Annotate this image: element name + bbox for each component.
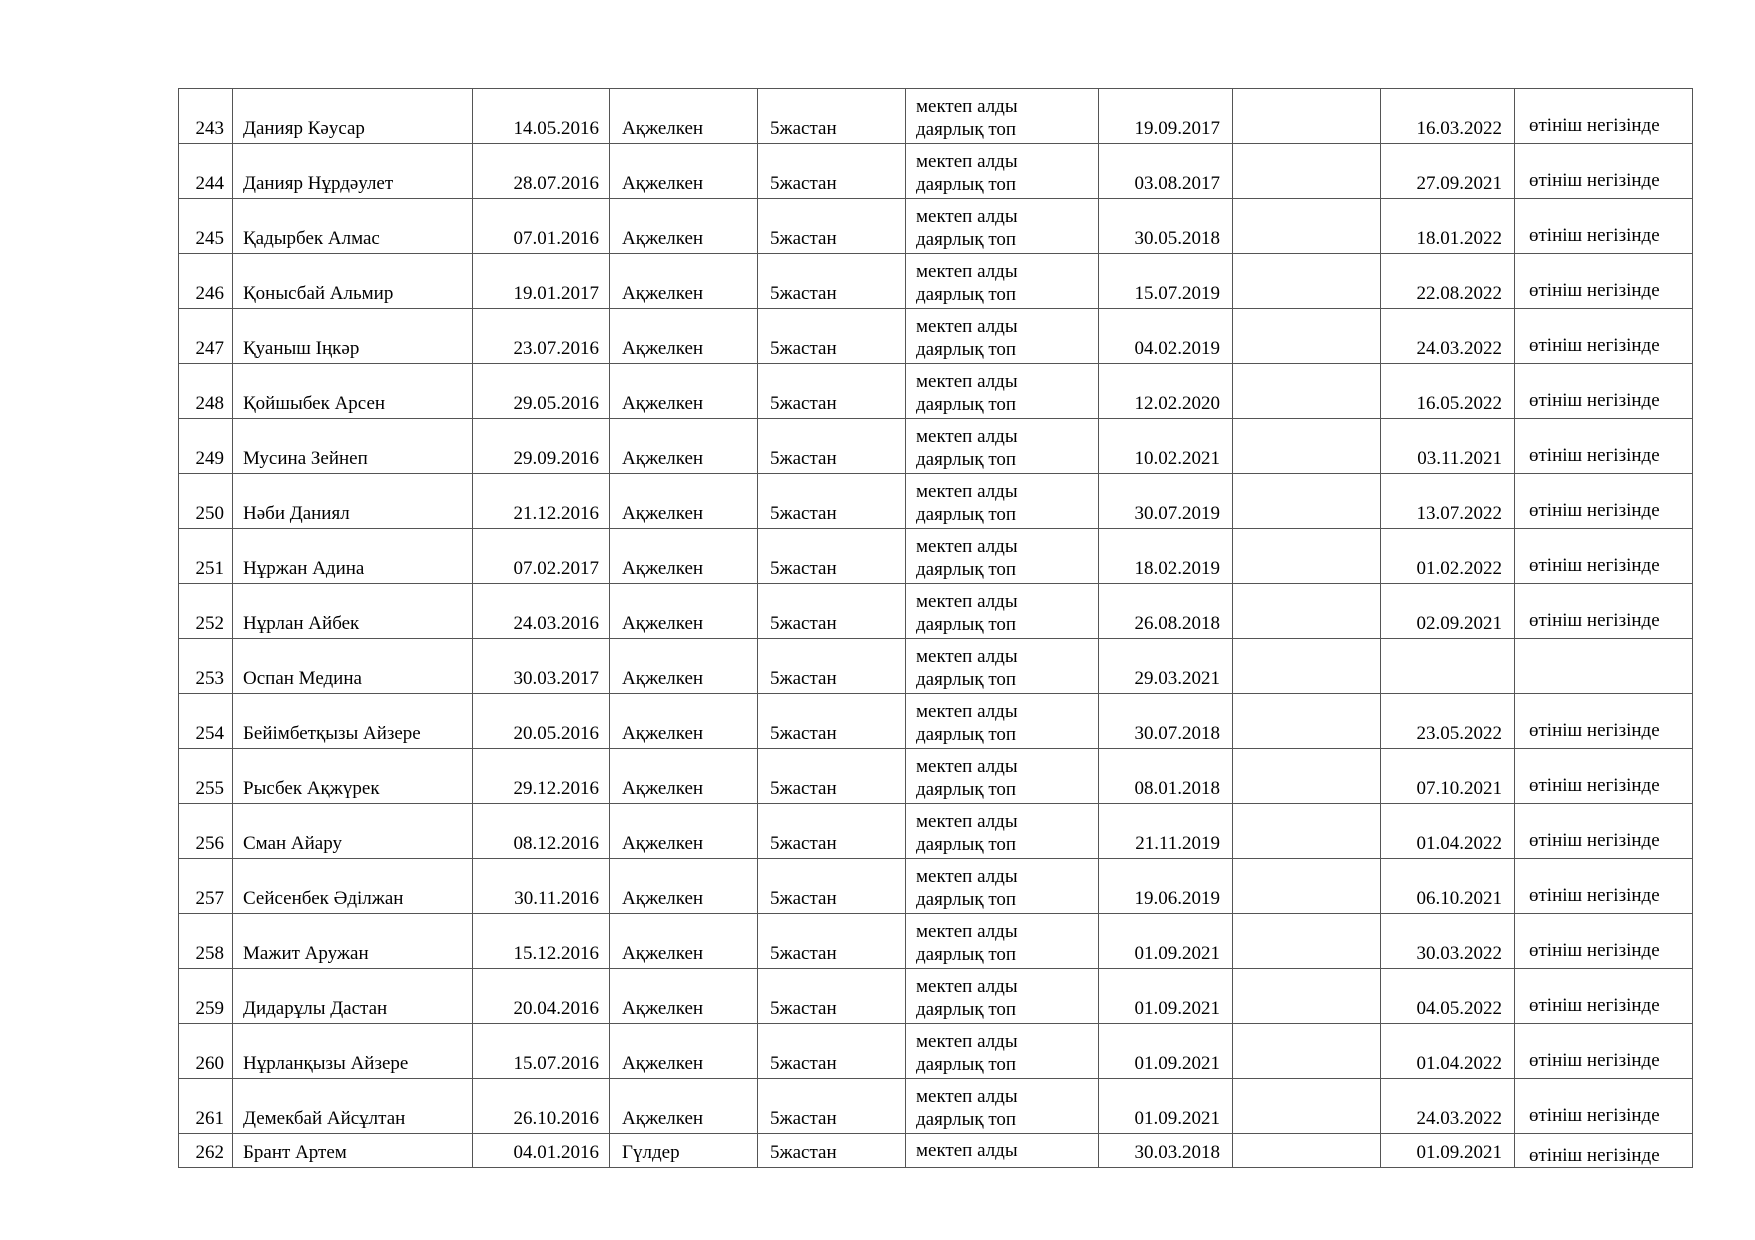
row-number: 250 bbox=[179, 474, 233, 529]
birth-date: 08.12.2016 bbox=[473, 804, 610, 859]
group-type bbox=[906, 1024, 1099, 1079]
table-row bbox=[179, 144, 1693, 199]
empty-cell bbox=[1233, 1134, 1381, 1168]
group-type-line2: даярлық топ bbox=[916, 174, 1017, 195]
birth-date: 28.07.2016 bbox=[473, 144, 610, 199]
empty-cell bbox=[1233, 1024, 1381, 1079]
age-group: 5жастан bbox=[758, 1134, 906, 1168]
group-type-line1: мектеп алды bbox=[916, 921, 1018, 942]
age-group: 5жастан bbox=[758, 419, 906, 474]
birth-date: 26.10.2016 bbox=[473, 1079, 610, 1134]
departure-date: 01.04.2022 bbox=[1381, 804, 1515, 859]
departure-date: 02.09.2021 bbox=[1381, 584, 1515, 639]
age-group: 5жастан bbox=[758, 1079, 906, 1134]
birth-date: 07.01.2016 bbox=[473, 199, 610, 254]
age-group: 5жастан bbox=[758, 1024, 906, 1079]
admission-date: 08.01.2018 bbox=[1099, 749, 1233, 804]
admission-date: 15.07.2019 bbox=[1099, 254, 1233, 309]
row-number: 257 bbox=[179, 859, 233, 914]
child-name: Қуаныш Іңкәр bbox=[233, 309, 473, 364]
departure-reason: өтініш негізінде bbox=[1515, 1024, 1693, 1079]
group-type-line2: даярлық топ bbox=[916, 614, 1017, 635]
group-type bbox=[906, 364, 1099, 419]
table-row bbox=[179, 474, 1693, 529]
child-name: Бейімбетқызы Айзере bbox=[233, 694, 473, 749]
departure-reason: өтініш негізінде bbox=[1515, 584, 1693, 639]
group-name: Ақжелкен bbox=[610, 89, 758, 144]
child-name: Нәби Даниял bbox=[233, 474, 473, 529]
group-name: Ақжелкен bbox=[610, 199, 758, 254]
group-name: Гүлдер bbox=[610, 1134, 758, 1168]
birth-date: 20.04.2016 bbox=[473, 969, 610, 1024]
group-type bbox=[906, 254, 1099, 309]
group-name: Ақжелкен bbox=[610, 584, 758, 639]
departure-date: 04.05.2022 bbox=[1381, 969, 1515, 1024]
departure-date: 16.03.2022 bbox=[1381, 89, 1515, 144]
table-row bbox=[179, 639, 1693, 694]
group-type-line1: мектеп алды bbox=[916, 646, 1018, 667]
group-type-line1: мектеп алды bbox=[916, 1140, 1018, 1161]
group-type bbox=[906, 1134, 1099, 1168]
empty-cell bbox=[1233, 639, 1381, 694]
age-group: 5жастан bbox=[758, 694, 906, 749]
group-name: Ақжелкен bbox=[610, 1079, 758, 1134]
departure-date: 01.02.2022 bbox=[1381, 529, 1515, 584]
birth-date: 30.11.2016 bbox=[473, 859, 610, 914]
birth-date: 20.05.2016 bbox=[473, 694, 610, 749]
group-type bbox=[906, 89, 1099, 144]
child-name: Сман Айару bbox=[233, 804, 473, 859]
admission-date: 30.07.2019 bbox=[1099, 474, 1233, 529]
admission-date: 10.02.2021 bbox=[1099, 419, 1233, 474]
departure-reason: өтініш негізінде bbox=[1515, 804, 1693, 859]
group-type-line2: даярлық топ bbox=[916, 559, 1017, 580]
group-type-line2: даярлық топ bbox=[916, 724, 1017, 745]
table-row bbox=[179, 749, 1693, 804]
departure-reason: өтініш негізінде bbox=[1515, 1079, 1693, 1134]
admission-date: 12.02.2020 bbox=[1099, 364, 1233, 419]
child-name: Дидарұлы Дастан bbox=[233, 969, 473, 1024]
age-group: 5жастан bbox=[758, 309, 906, 364]
empty-cell bbox=[1233, 749, 1381, 804]
group-name: Ақжелкен bbox=[610, 419, 758, 474]
admission-date: 21.11.2019 bbox=[1099, 804, 1233, 859]
table-row bbox=[179, 89, 1693, 144]
child-name: Оспан Медина bbox=[233, 639, 473, 694]
empty-cell bbox=[1233, 804, 1381, 859]
admission-date: 01.09.2021 bbox=[1099, 1079, 1233, 1134]
group-type-line1: мектеп алды bbox=[916, 1031, 1018, 1052]
group-type-line2: даярлық топ bbox=[916, 669, 1017, 690]
empty-cell bbox=[1233, 254, 1381, 309]
table-row bbox=[179, 804, 1693, 859]
group-type bbox=[906, 419, 1099, 474]
child-name: Қадырбек Алмас bbox=[233, 199, 473, 254]
birth-date: 23.07.2016 bbox=[473, 309, 610, 364]
child-name: Демекбай Айсұлтан bbox=[233, 1079, 473, 1134]
birth-date: 04.01.2016 bbox=[473, 1134, 610, 1168]
group-type bbox=[906, 859, 1099, 914]
birth-date: 21.12.2016 bbox=[473, 474, 610, 529]
birth-date: 14.05.2016 bbox=[473, 89, 610, 144]
row-number: 260 bbox=[179, 1024, 233, 1079]
departure-reason: өтініш негізінде bbox=[1515, 364, 1693, 419]
group-name: Ақжелкен bbox=[610, 804, 758, 859]
table-row bbox=[179, 859, 1693, 914]
child-name: Нұржан Адина bbox=[233, 529, 473, 584]
age-group: 5жастан bbox=[758, 474, 906, 529]
group-name: Ақжелкен bbox=[610, 529, 758, 584]
group-type bbox=[906, 914, 1099, 969]
table-row bbox=[179, 309, 1693, 364]
row-number: 243 bbox=[179, 89, 233, 144]
age-group: 5жастан bbox=[758, 364, 906, 419]
table-row bbox=[179, 1024, 1693, 1079]
departure-date: 07.10.2021 bbox=[1381, 749, 1515, 804]
group-type bbox=[906, 309, 1099, 364]
departure-date: 27.09.2021 bbox=[1381, 144, 1515, 199]
group-type bbox=[906, 144, 1099, 199]
row-number: 252 bbox=[179, 584, 233, 639]
group-type-line2: даярлық топ bbox=[916, 779, 1017, 800]
departure-date bbox=[1381, 639, 1515, 694]
admission-date: 01.09.2021 bbox=[1099, 1024, 1233, 1079]
child-name: Сейсенбек Әділжан bbox=[233, 859, 473, 914]
group-type-line1: мектеп алды bbox=[916, 316, 1018, 337]
group-name: Ақжелкен bbox=[610, 309, 758, 364]
row-number: 256 bbox=[179, 804, 233, 859]
group-name: Ақжелкен bbox=[610, 1024, 758, 1079]
birth-date: 15.07.2016 bbox=[473, 1024, 610, 1079]
departure-reason: өтініш негізінде bbox=[1515, 199, 1693, 254]
group-type-line1: мектеп алды bbox=[916, 811, 1018, 832]
child-name: Рысбек Ақжүрек bbox=[233, 749, 473, 804]
group-type-line2: даярлық топ bbox=[916, 119, 1017, 140]
group-type-line2: даярлық топ bbox=[916, 229, 1017, 250]
admission-date: 30.03.2018 bbox=[1099, 1134, 1233, 1168]
child-name: Данияр Нұрдәулет bbox=[233, 144, 473, 199]
empty-cell bbox=[1233, 309, 1381, 364]
group-type-line1: мектеп алды bbox=[916, 701, 1018, 722]
departure-reason: өтініш негізінде bbox=[1515, 969, 1693, 1024]
group-name: Ақжелкен bbox=[610, 254, 758, 309]
admission-date: 01.09.2021 bbox=[1099, 914, 1233, 969]
row-number: 259 bbox=[179, 969, 233, 1024]
empty-cell bbox=[1233, 694, 1381, 749]
group-name: Ақжелкен bbox=[610, 144, 758, 199]
group-type-line2: даярлық топ bbox=[916, 284, 1017, 305]
group-type-line1: мектеп алды bbox=[916, 536, 1018, 557]
departure-date: 23.05.2022 bbox=[1381, 694, 1515, 749]
empty-cell bbox=[1233, 969, 1381, 1024]
group-type-line2: даярлық топ bbox=[916, 449, 1017, 470]
children-registry-table bbox=[178, 88, 1693, 1168]
birth-date: 29.12.2016 bbox=[473, 749, 610, 804]
group-type bbox=[906, 694, 1099, 749]
group-type-line2: даярлық топ bbox=[916, 999, 1017, 1020]
departure-date: 24.03.2022 bbox=[1381, 1079, 1515, 1134]
group-type-line1: мектеп алды bbox=[916, 756, 1018, 777]
departure-reason: өтініш негізінде bbox=[1515, 474, 1693, 529]
empty-cell bbox=[1233, 199, 1381, 254]
table-body bbox=[179, 89, 1693, 1168]
group-type-line2: даярлық топ bbox=[916, 394, 1017, 415]
departure-reason: өтініш негізінде bbox=[1515, 694, 1693, 749]
admission-date: 01.09.2021 bbox=[1099, 969, 1233, 1024]
empty-cell bbox=[1233, 419, 1381, 474]
group-type bbox=[906, 804, 1099, 859]
age-group: 5жастан bbox=[758, 804, 906, 859]
empty-cell bbox=[1233, 914, 1381, 969]
group-type bbox=[906, 199, 1099, 254]
empty-cell bbox=[1233, 474, 1381, 529]
child-name: Қойшыбек Арсен bbox=[233, 364, 473, 419]
birth-date: 30.03.2017 bbox=[473, 639, 610, 694]
group-type bbox=[906, 639, 1099, 694]
departure-reason: өтініш негізінде bbox=[1515, 254, 1693, 309]
group-type-line1: мектеп алды bbox=[916, 261, 1018, 282]
group-type-line1: мектеп алды bbox=[916, 151, 1018, 172]
departure-date: 24.03.2022 bbox=[1381, 309, 1515, 364]
row-number: 251 bbox=[179, 529, 233, 584]
departure-reason bbox=[1515, 639, 1693, 694]
admission-date: 19.06.2019 bbox=[1099, 859, 1233, 914]
group-type bbox=[906, 749, 1099, 804]
row-number: 248 bbox=[179, 364, 233, 419]
empty-cell bbox=[1233, 144, 1381, 199]
empty-cell bbox=[1233, 364, 1381, 419]
admission-date: 30.07.2018 bbox=[1099, 694, 1233, 749]
departure-reason: өтініш негізінде bbox=[1515, 309, 1693, 364]
row-number: 247 bbox=[179, 309, 233, 364]
age-group: 5жастан bbox=[758, 144, 906, 199]
table-row bbox=[179, 199, 1693, 254]
departure-date: 30.03.2022 bbox=[1381, 914, 1515, 969]
age-group: 5жастан bbox=[758, 749, 906, 804]
group-name: Ақжелкен bbox=[610, 969, 758, 1024]
row-number: 261 bbox=[179, 1079, 233, 1134]
empty-cell bbox=[1233, 1079, 1381, 1134]
departure-reason: өтініш негізінде bbox=[1515, 749, 1693, 804]
group-type bbox=[906, 474, 1099, 529]
row-number: 258 bbox=[179, 914, 233, 969]
admission-date: 30.05.2018 bbox=[1099, 199, 1233, 254]
child-name: Нұрлан Айбек bbox=[233, 584, 473, 639]
row-number: 262 bbox=[179, 1134, 233, 1168]
departure-date: 13.07.2022 bbox=[1381, 474, 1515, 529]
group-type-line2: даярлық топ bbox=[916, 944, 1017, 965]
group-type-line2: даярлық топ bbox=[916, 889, 1017, 910]
row-number: 255 bbox=[179, 749, 233, 804]
admission-date: 18.02.2019 bbox=[1099, 529, 1233, 584]
group-type bbox=[906, 969, 1099, 1024]
group-name: Ақжелкен bbox=[610, 694, 758, 749]
row-number: 249 bbox=[179, 419, 233, 474]
departure-reason: өтініш негізінде bbox=[1515, 914, 1693, 969]
table-row bbox=[179, 1134, 1693, 1168]
empty-cell bbox=[1233, 859, 1381, 914]
departure-date: 01.09.2021 bbox=[1381, 1134, 1515, 1168]
group-type-line2: даярлық топ bbox=[916, 834, 1017, 855]
admission-date: 29.03.2021 bbox=[1099, 639, 1233, 694]
group-type-line1: мектеп алды bbox=[916, 206, 1018, 227]
age-group: 5жастан bbox=[758, 254, 906, 309]
age-group: 5жастан bbox=[758, 969, 906, 1024]
group-type-line2: даярлық топ bbox=[916, 1109, 1017, 1130]
group-type-line1: мектеп алды bbox=[916, 976, 1018, 997]
child-name: Брант Артем bbox=[233, 1134, 473, 1168]
group-type-line1: мектеп алды bbox=[916, 96, 1018, 117]
group-name: Ақжелкен bbox=[610, 859, 758, 914]
group-name: Ақжелкен bbox=[610, 914, 758, 969]
table-row bbox=[179, 694, 1693, 749]
group-name: Ақжелкен bbox=[610, 639, 758, 694]
age-group: 5жастан bbox=[758, 639, 906, 694]
departure-reason: өтініш негізінде bbox=[1515, 529, 1693, 584]
group-type bbox=[906, 1079, 1099, 1134]
departure-reason: өтініш негізінде bbox=[1515, 144, 1693, 199]
birth-date: 15.12.2016 bbox=[473, 914, 610, 969]
departure-date: 18.01.2022 bbox=[1381, 199, 1515, 254]
group-type-line2: даярлық топ bbox=[916, 1054, 1017, 1075]
birth-date: 19.01.2017 bbox=[473, 254, 610, 309]
group-type-line2: даярлық топ bbox=[916, 339, 1017, 360]
group-type-line1: мектеп алды bbox=[916, 481, 1018, 502]
birth-date: 24.03.2016 bbox=[473, 584, 610, 639]
group-type-line1: мектеп алды bbox=[916, 426, 1018, 447]
departure-reason: өтініш негізінде bbox=[1515, 89, 1693, 144]
table-row bbox=[179, 914, 1693, 969]
departure-reason: өтініш негізінде bbox=[1515, 1134, 1693, 1168]
birth-date: 29.09.2016 bbox=[473, 419, 610, 474]
child-name: Қонысбай Альмир bbox=[233, 254, 473, 309]
departure-reason: өтініш негізінде bbox=[1515, 859, 1693, 914]
table-row bbox=[179, 529, 1693, 584]
table-row bbox=[179, 969, 1693, 1024]
table-row bbox=[179, 254, 1693, 309]
group-type-line2: даярлық топ bbox=[916, 504, 1017, 525]
age-group: 5жастан bbox=[758, 859, 906, 914]
departure-date: 03.11.2021 bbox=[1381, 419, 1515, 474]
row-number: 245 bbox=[179, 199, 233, 254]
age-group: 5жастан bbox=[758, 914, 906, 969]
age-group: 5жастан bbox=[758, 89, 906, 144]
empty-cell bbox=[1233, 584, 1381, 639]
departure-date: 01.04.2022 bbox=[1381, 1024, 1515, 1079]
departure-date: 06.10.2021 bbox=[1381, 859, 1515, 914]
table-row bbox=[179, 584, 1693, 639]
child-name: Мажит Аружан bbox=[233, 914, 473, 969]
birth-date: 07.02.2017 bbox=[473, 529, 610, 584]
table-row bbox=[179, 419, 1693, 474]
group-type-line1: мектеп алды bbox=[916, 866, 1018, 887]
departure-date: 16.05.2022 bbox=[1381, 364, 1515, 419]
age-group: 5жастан bbox=[758, 199, 906, 254]
row-number: 253 bbox=[179, 639, 233, 694]
group-type bbox=[906, 584, 1099, 639]
departure-reason: өтініш негізінде bbox=[1515, 419, 1693, 474]
empty-cell bbox=[1233, 529, 1381, 584]
empty-cell bbox=[1233, 89, 1381, 144]
group-type-line1: мектеп алды bbox=[916, 1086, 1018, 1107]
admission-date: 04.02.2019 bbox=[1099, 309, 1233, 364]
row-number: 244 bbox=[179, 144, 233, 199]
group-type-line1: мектеп алды bbox=[916, 371, 1018, 392]
admission-date: 19.09.2017 bbox=[1099, 89, 1233, 144]
admission-date: 26.08.2018 bbox=[1099, 584, 1233, 639]
child-name: Данияр Кәусар bbox=[233, 89, 473, 144]
departure-date: 22.08.2022 bbox=[1381, 254, 1515, 309]
group-name: Ақжелкен bbox=[610, 474, 758, 529]
group-name: Ақжелкен bbox=[610, 364, 758, 419]
table-row bbox=[179, 1079, 1693, 1134]
child-name: Нұрланқызы Айзере bbox=[233, 1024, 473, 1079]
row-number: 254 bbox=[179, 694, 233, 749]
group-name: Ақжелкен bbox=[610, 749, 758, 804]
child-name: Мусина Зейнеп bbox=[233, 419, 473, 474]
row-number: 246 bbox=[179, 254, 233, 309]
group-type-line1: мектеп алды bbox=[916, 591, 1018, 612]
group-type bbox=[906, 529, 1099, 584]
table-row bbox=[179, 364, 1693, 419]
age-group: 5жастан bbox=[758, 584, 906, 639]
age-group: 5жастан bbox=[758, 529, 906, 584]
admission-date: 03.08.2017 bbox=[1099, 144, 1233, 199]
birth-date: 29.05.2016 bbox=[473, 364, 610, 419]
